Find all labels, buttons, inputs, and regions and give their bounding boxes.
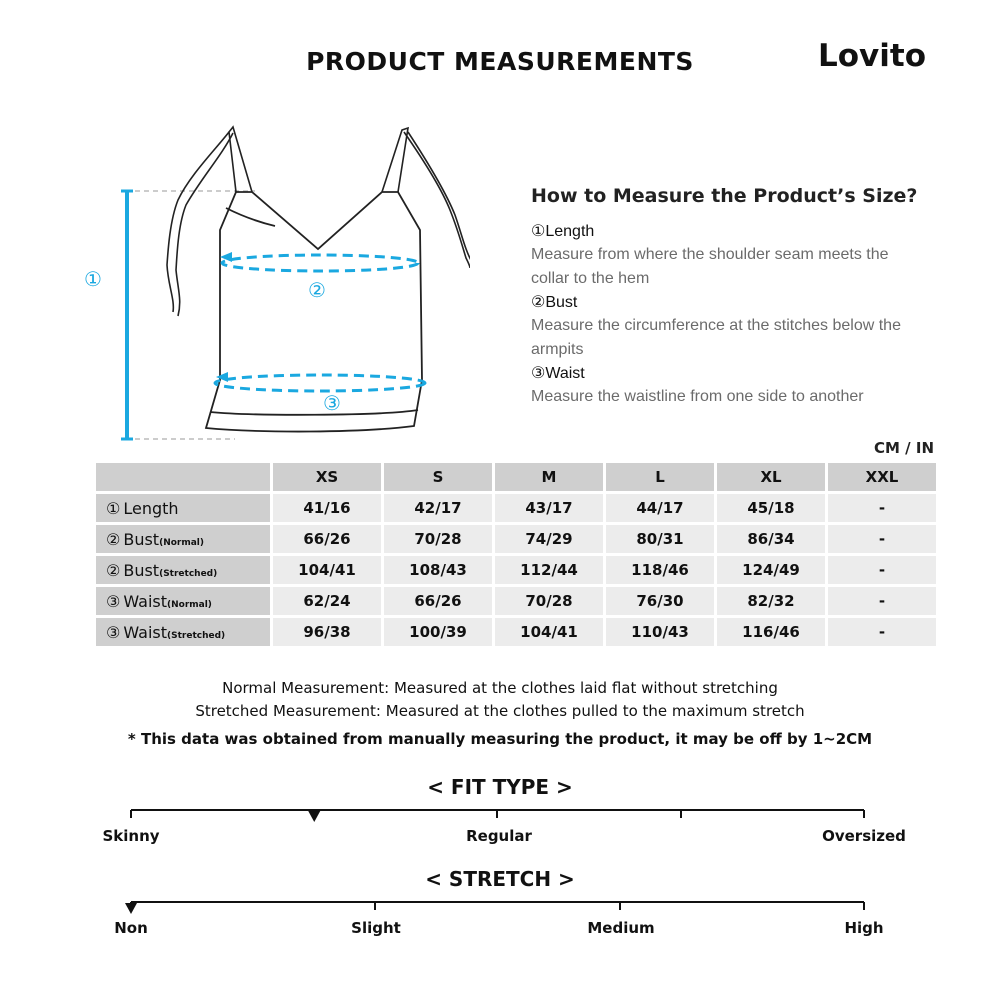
fit-type-indicator (308, 811, 320, 822)
stretched-measurement-note: Stretched Measurement: Measured at the clothes pulled to the maximum stretch (195, 702, 805, 720)
table-cell: 118/46 (606, 556, 714, 584)
brand-logo: Lovito (818, 38, 927, 74)
row-label (96, 587, 270, 615)
table-row (96, 556, 936, 584)
stretch-scale (0, 892, 1000, 922)
row-marker: ③ (106, 591, 121, 611)
guide-item-waist (531, 363, 911, 409)
row-label (96, 494, 270, 522)
table-cell: 45/18 (717, 494, 825, 522)
table-cell: 80/31 (606, 525, 714, 553)
table-cell: - (828, 525, 936, 553)
row-marker: ③ (106, 622, 121, 642)
guide-label: ①Length (531, 223, 595, 240)
guide-label: ③Waist (531, 365, 585, 382)
fit-label-regular: Regular (466, 827, 532, 845)
table-cell: 70/28 (384, 525, 492, 553)
table-cell: 66/26 (384, 587, 492, 615)
table-cell: - (828, 494, 936, 522)
column-header: M (495, 463, 603, 491)
table-cell: 62/24 (273, 587, 381, 615)
row-label (96, 525, 270, 553)
table-cell: 96/38 (273, 618, 381, 646)
table-cell: 86/34 (717, 525, 825, 553)
disclaimer-note: * This data was obtained from manually measuring the product, it may be off by 1~2CM (127, 730, 873, 748)
guide-item-length (531, 221, 911, 291)
fit-label-oversized: Oversized (822, 827, 906, 845)
row-qualifier: (Normal) (167, 599, 212, 610)
column-header: XS (273, 463, 381, 491)
guide-heading: How to Measure the Product’s Size? (531, 185, 918, 207)
garment-body (206, 192, 422, 432)
table-cell: 66/26 (273, 525, 381, 553)
row-qualifier: (Stretched) (159, 568, 218, 579)
stretch-title: < STRETCH > (425, 867, 575, 891)
table-cell: 74/29 (495, 525, 603, 553)
table-cell: 41/16 (273, 494, 381, 522)
size-table (93, 460, 939, 649)
table-cell: 116/46 (717, 618, 825, 646)
guide-description: Measure the waistline from one side to another (531, 388, 864, 405)
fit-label-skinny: Skinny (102, 827, 160, 845)
row-marker: ② (106, 529, 121, 549)
column-header: S (384, 463, 492, 491)
row-measure: Waist (123, 591, 167, 611)
bust-measure-line (222, 255, 418, 271)
row-measure: Length (123, 498, 179, 518)
length-marker: ① (84, 267, 102, 291)
table-cell: 70/28 (495, 587, 603, 615)
row-marker: ② (106, 560, 121, 580)
column-header: L (606, 463, 714, 491)
table-cell: 44/17 (606, 494, 714, 522)
table-cell: - (828, 618, 936, 646)
row-qualifier: (Normal) (159, 537, 204, 548)
guide-label: ②Bust (531, 294, 578, 311)
row-qualifier: (Stretched) (167, 630, 226, 641)
table-row (96, 618, 936, 646)
table-cell: - (828, 587, 936, 615)
table-cell: 112/44 (495, 556, 603, 584)
row-marker: ① (106, 498, 121, 518)
waist-marker: ③ (323, 391, 341, 415)
stretch-label-medium: Medium (587, 919, 655, 937)
guide-description: Measure from where the shoulder seam meets the collar to the hem (531, 246, 889, 287)
row-measure: Bust (123, 529, 160, 549)
row-measure: Waist (123, 622, 167, 642)
garment-diagram (70, 115, 470, 455)
stretch-label-slight: Slight (351, 919, 401, 937)
table-row (96, 494, 936, 522)
waist-measure-line (215, 375, 425, 391)
unit-label: CM / IN (874, 439, 934, 457)
table-cell: - (828, 556, 936, 584)
table-corner (96, 463, 270, 491)
column-header: XL (717, 463, 825, 491)
stretch-indicator (125, 903, 137, 914)
guide-description: Measure the circumference at the stitches below the armpits (531, 317, 901, 358)
table-cell: 124/49 (717, 556, 825, 584)
page-title: PRODUCT MEASUREMENTS (306, 47, 694, 76)
table-row (96, 525, 936, 553)
bust-marker: ② (308, 278, 326, 302)
fit-type-scale (0, 800, 1000, 830)
stretch-label-high: High (844, 919, 884, 937)
row-label (96, 618, 270, 646)
fit-type-title: < FIT TYPE > (427, 775, 573, 799)
table-cell: 43/17 (495, 494, 603, 522)
column-header: XXL (828, 463, 936, 491)
table-cell: 110/43 (606, 618, 714, 646)
guide-item-bust (531, 292, 911, 362)
table-cell: 76/30 (606, 587, 714, 615)
stretch-label-non: Non (114, 919, 148, 937)
table-row (96, 587, 936, 615)
table-header-row (96, 463, 936, 491)
table-cell: 104/41 (495, 618, 603, 646)
row-label (96, 556, 270, 584)
row-measure: Bust (123, 560, 160, 580)
table-cell: 108/43 (384, 556, 492, 584)
table-cell: 82/32 (717, 587, 825, 615)
normal-measurement-note: Normal Measurement: Measured at the clothes laid flat without stretching (222, 679, 778, 697)
table-cell: 104/41 (273, 556, 381, 584)
table-cell: 100/39 (384, 618, 492, 646)
table-cell: 42/17 (384, 494, 492, 522)
